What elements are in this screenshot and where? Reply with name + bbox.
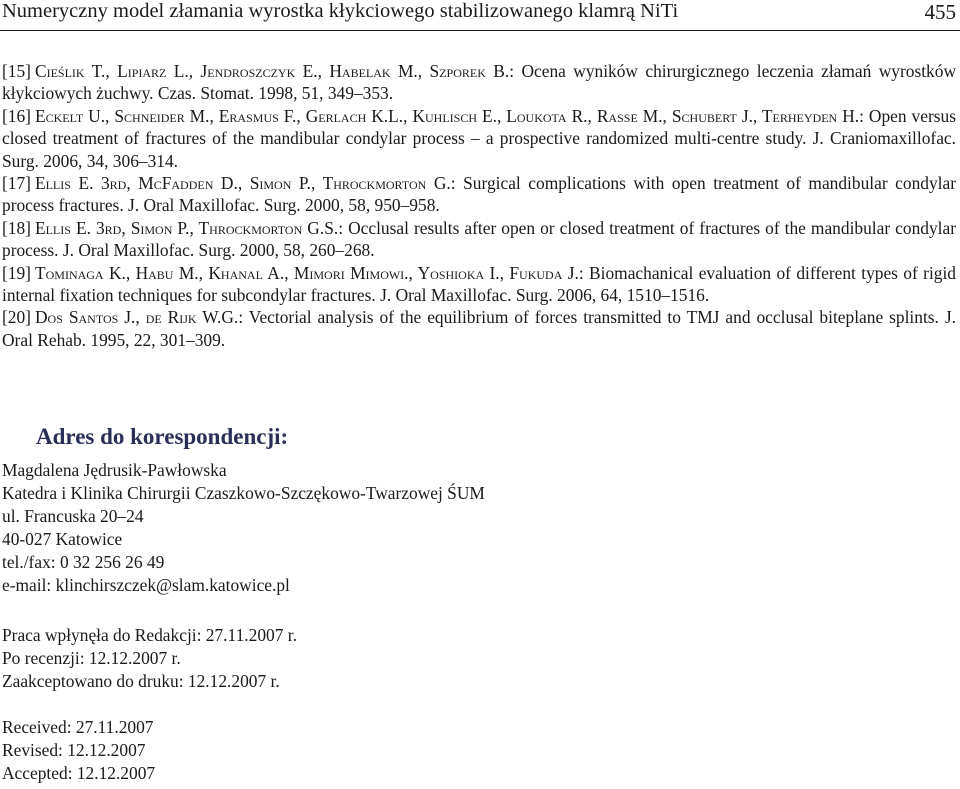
street-address: ul. Francuska 20–24 <box>2 506 144 526</box>
postal-city: 40-027 Katowice <box>2 529 123 549</box>
reference-item <box>2 172 956 217</box>
reference-list <box>2 60 956 351</box>
reference-item <box>2 60 956 105</box>
phone-fax: tel./fax: 0 32 256 26 49 <box>2 552 165 572</box>
reference-authors: Ellis E. 3rd, Simon P., Throckmorton G.S. <box>34 217 339 238</box>
reference-number: [17] <box>2 173 31 194</box>
correspondence-heading: Adres do korespondencji: <box>36 424 289 449</box>
reference-text: : Occlusal results after open or closed treatment of fractures of the mandibular condylar process. J. Oral Maxillofac. Surg. 2000, 58, 260–268. <box>2 217 956 261</box>
affiliation: Katedra i Klinika Chirurgii Czaszkowo-Szczękowo-Twarzowej ŚUM <box>2 483 485 503</box>
reference-text: : Surgical complications with open treatment of mandibular condylar process fractures. J. Oral Maxillofac. Surg. 2000, 58, 950–958. <box>2 173 957 216</box>
reference-item <box>2 217 956 262</box>
reference-number: [16] <box>2 105 31 126</box>
reference-text: : Vectorial analysis of the equilibrium of forces transmitted to TMJ and occlusal biteplane splints. J. Oral Rehab. 1995, 22, 301–309. <box>2 307 956 350</box>
author-name: Magdalena Jędrusik-Pawłowska <box>2 460 227 480</box>
running-title: Numeryczny model złamania wyrostka kłykciowego stabilizowanego klamrą NiTi <box>2 0 679 22</box>
submission-dates-pl <box>2 624 297 693</box>
date-accepted-pl: Zaakceptowano do druku: 12.12.2007 r. <box>2 671 280 691</box>
running-header <box>0 0 960 34</box>
page-number: 455 <box>924 0 956 24</box>
date-received-pl: Praca wpłynęła do Redakcji: 27.11.2007 r. <box>2 625 297 645</box>
reference-authors: Ellis E. 3rd, McFadden D., Simon P., Throckmorton G. <box>34 173 451 194</box>
reference-text: : Open versus closed treatment of fractures of the mandibular condylar process – a prospective randomized multi-centre study. J. Craniomaxillofac. Surg. 2006, 34, 306–314. <box>2 105 956 171</box>
reference-item <box>2 262 956 307</box>
email: e-mail: klinchirszczek@slam.katowice.pl <box>2 575 290 595</box>
reference-authors: Tominaga K., Habu M., Khanal A., Mimori Mimowi., Yoshioka I., Fukuda J. <box>34 262 579 283</box>
reference-number: [18] <box>2 217 31 238</box>
date-reviewed-pl: Po recenzji: 12.12.2007 r. <box>2 648 181 668</box>
reference-number: [15] <box>2 61 31 81</box>
reference-text: : Biomachanical evaluation of different types of rigid internal fixation techniques for subcondylar fractures. J. Oral Maxillofac. Surg. 2006, 64, 1510–1516. <box>2 262 957 306</box>
reference-item <box>2 105 956 172</box>
date-received: Received: 27.11.2007 <box>2 717 154 737</box>
header-divider <box>0 30 960 31</box>
date-accepted: Accepted: 12.12.2007 <box>2 763 156 783</box>
reference-number: [20] <box>2 307 31 328</box>
submission-dates-en <box>2 716 155 785</box>
reference-number: [19] <box>2 262 31 283</box>
date-revised: Revised: 12.12.2007 <box>2 740 146 760</box>
reference-item <box>2 306 956 351</box>
reference-authors: Dos Santos J., de Rijk W.G. <box>34 307 239 328</box>
reference-authors: Cieślik T., Lipiarz L., Jendroszczyk E., Habelak M., Szporek B. <box>34 61 510 81</box>
correspondence-address <box>2 459 485 597</box>
reference-text: : Ocena wyników chirurgicznego leczenia złamań wyrostków kłykciowych żuchwy. Czas. Stomat. 1998, 51, 349‒353. <box>2 61 956 104</box>
reference-authors: Eckelt U., Schneider M., Erasmus F., Gerlach K.L., Kuhlisch E., Loukota R., Rasse M., Schubert J., Terheyden H. <box>34 105 860 126</box>
